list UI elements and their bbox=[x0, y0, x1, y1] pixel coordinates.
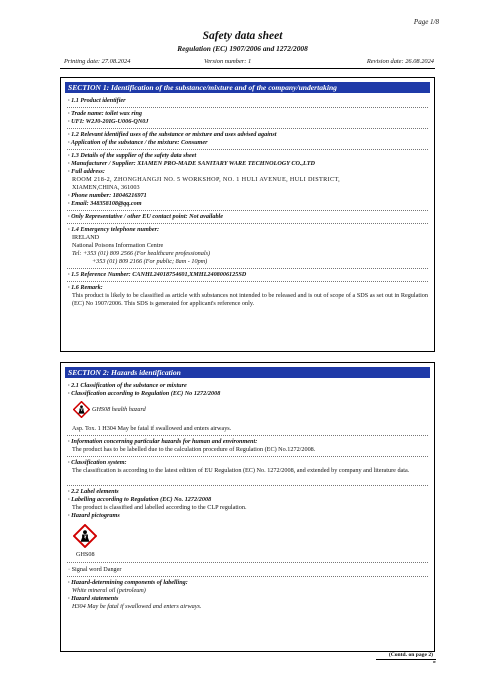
divider bbox=[67, 456, 428, 457]
page-number: Page 1/8 bbox=[413, 18, 439, 26]
ghs08-code: GHS08 bbox=[76, 551, 95, 558]
document-title: Safety data sheet bbox=[202, 30, 283, 42]
particular-hazards-text: The product has to be labelled due to the calculation procedure of Regulation (EC) No.1272/2008. bbox=[72, 446, 316, 453]
divider bbox=[67, 268, 428, 269]
classification-system-heading: · Classification system: bbox=[68, 459, 127, 466]
address-line-2: XIAMEN,CHINA, 361003 bbox=[72, 184, 140, 191]
divider bbox=[67, 223, 428, 224]
hazard-statement: H304 May be fatal if swallowed and enters airways. bbox=[72, 603, 202, 610]
reference-number: · 1.5 Reference Number: CANHL24018754601,XMHL2408006125SD bbox=[68, 271, 247, 278]
supplier-details-heading: · 1.3 Details of the supplier of the safety data sheet bbox=[68, 152, 197, 159]
full-address-label: · Full address: bbox=[68, 168, 105, 175]
hazard-classification: Asp. Tox. 1 H304 May be fatal if swallowed and enters airways. bbox=[72, 425, 232, 432]
section-1 bbox=[60, 77, 435, 352]
divider bbox=[67, 149, 428, 150]
emergency-country: IRELAND bbox=[72, 234, 100, 241]
remark-text: This product is likely to be classified as article with substances not intended to be released and is out of scope of a SDS as set out in Regulation (EC) No 1907/2006. This SDS is generated for applicant's reference only. bbox=[72, 292, 428, 307]
ghs08-label-pictogram bbox=[73, 524, 97, 548]
section-2 bbox=[60, 362, 435, 652]
header-rule bbox=[60, 68, 435, 69]
signal-word-text: · Signal word Danger bbox=[68, 566, 122, 573]
ghs08-classification-pictogram bbox=[73, 401, 146, 418]
emergency-tel-2: +353 (01) 809 2166 (For public; 8am - 10pm) bbox=[92, 258, 208, 265]
product-identifier-heading: · 1.1 Product identifier bbox=[68, 97, 126, 104]
emergency-phone-heading: · 1.4 Emergency telephone number: bbox=[68, 226, 160, 233]
manufacturer: · Manufacturer / Supplier: XIAMEN PRO-MADE SANITARY WARE TECHNOLOGY CO.,LTD bbox=[68, 160, 315, 167]
continued-rule bbox=[376, 659, 436, 660]
divider bbox=[67, 281, 428, 282]
hazard-pictograms-heading: · Hazard pictograms bbox=[68, 512, 120, 519]
classification-system-text: The classification is according to the latest edition of EU Regulation (EC) No. 1272/2008, and extended by company and literature data. bbox=[72, 467, 410, 474]
emergency-tel-1: Tel: +353 (01) 809 2566 (For healthcare professionals) bbox=[72, 250, 211, 257]
document-subtitle: Regulation (EC) 1907/2006 and 1272/2008 bbox=[177, 44, 308, 53]
particular-hazards-heading: · Information concerning particular hazards for human and environment: bbox=[68, 438, 258, 445]
labelling-regulation: · Labelling according to Regulation (EC) No. 1272/2008 bbox=[68, 496, 212, 503]
ghs08-health-hazard-icon bbox=[73, 401, 90, 418]
signal-word bbox=[68, 566, 428, 574]
continued-note: (Contd. on page 2) bbox=[388, 652, 433, 658]
label-elements-heading: · 2.2 Label elements bbox=[68, 488, 119, 495]
relevant-uses-heading: · 1.2 Relevant identified uses of the substance or mixture and uses advised against bbox=[68, 131, 277, 138]
divider bbox=[67, 107, 428, 108]
section-2-heading: SECTION 2: Hazards identification bbox=[65, 367, 430, 378]
classification-regulation: · Classification according to Regulation (EC) No 1272/2008 bbox=[68, 390, 221, 397]
hazard-statements-heading: · Hazard statements bbox=[68, 595, 119, 602]
email: · Email: 348358108@qq.com bbox=[68, 200, 142, 207]
ghs08-label: GHS08 health hazard bbox=[92, 406, 146, 413]
divider bbox=[67, 576, 428, 577]
trade-name: · Trade name: toilet wax ring bbox=[68, 110, 143, 117]
divider bbox=[67, 128, 428, 129]
section-1-heading: SECTION 1: Identification of the substance/mixture and of the company/undertaking bbox=[65, 82, 430, 93]
version-number: Version number: 1 bbox=[204, 58, 252, 65]
only-representative: · Only Representative / other EU contact point: Not available bbox=[68, 213, 224, 220]
hazard-component: White mineral oil (petroleum) bbox=[72, 587, 146, 594]
emergency-centre: National Poisons Information Centre bbox=[72, 242, 164, 249]
divider bbox=[67, 435, 428, 436]
phone-number: · Phone number: 18046216971 bbox=[68, 192, 147, 199]
labelling-text: The product is classified and labelled according to the CLP regulation. bbox=[72, 504, 247, 511]
divider bbox=[67, 485, 428, 486]
application: · Application of the substance / the mixture: Consumer bbox=[68, 139, 208, 146]
hazard-components-heading: · Hazard-determining components of labelling: bbox=[68, 579, 188, 586]
footer-code: IE bbox=[432, 660, 436, 664]
revision-date: Revision date: 26.08.2024 bbox=[366, 58, 434, 65]
document-meta bbox=[64, 58, 434, 68]
divider bbox=[67, 562, 428, 563]
ghs08-health-hazard-icon bbox=[73, 524, 97, 548]
divider bbox=[67, 210, 428, 211]
address-line-1: ROOM 218-2, ZHONGHANGJI NO. 5 WORKSHOP, NO. 1 HULI AVENUE, HULI DISTRICT, bbox=[72, 176, 341, 183]
ufi: · UFI: W2J0-20IG-U006-QN0J bbox=[68, 118, 149, 125]
remark-label: · 1.6 Remark: bbox=[68, 284, 103, 291]
classification-heading: · 2.1 Classification of the substance or mixture bbox=[68, 382, 187, 389]
printing-date: Printing date: 27.08.2024 bbox=[64, 58, 131, 65]
